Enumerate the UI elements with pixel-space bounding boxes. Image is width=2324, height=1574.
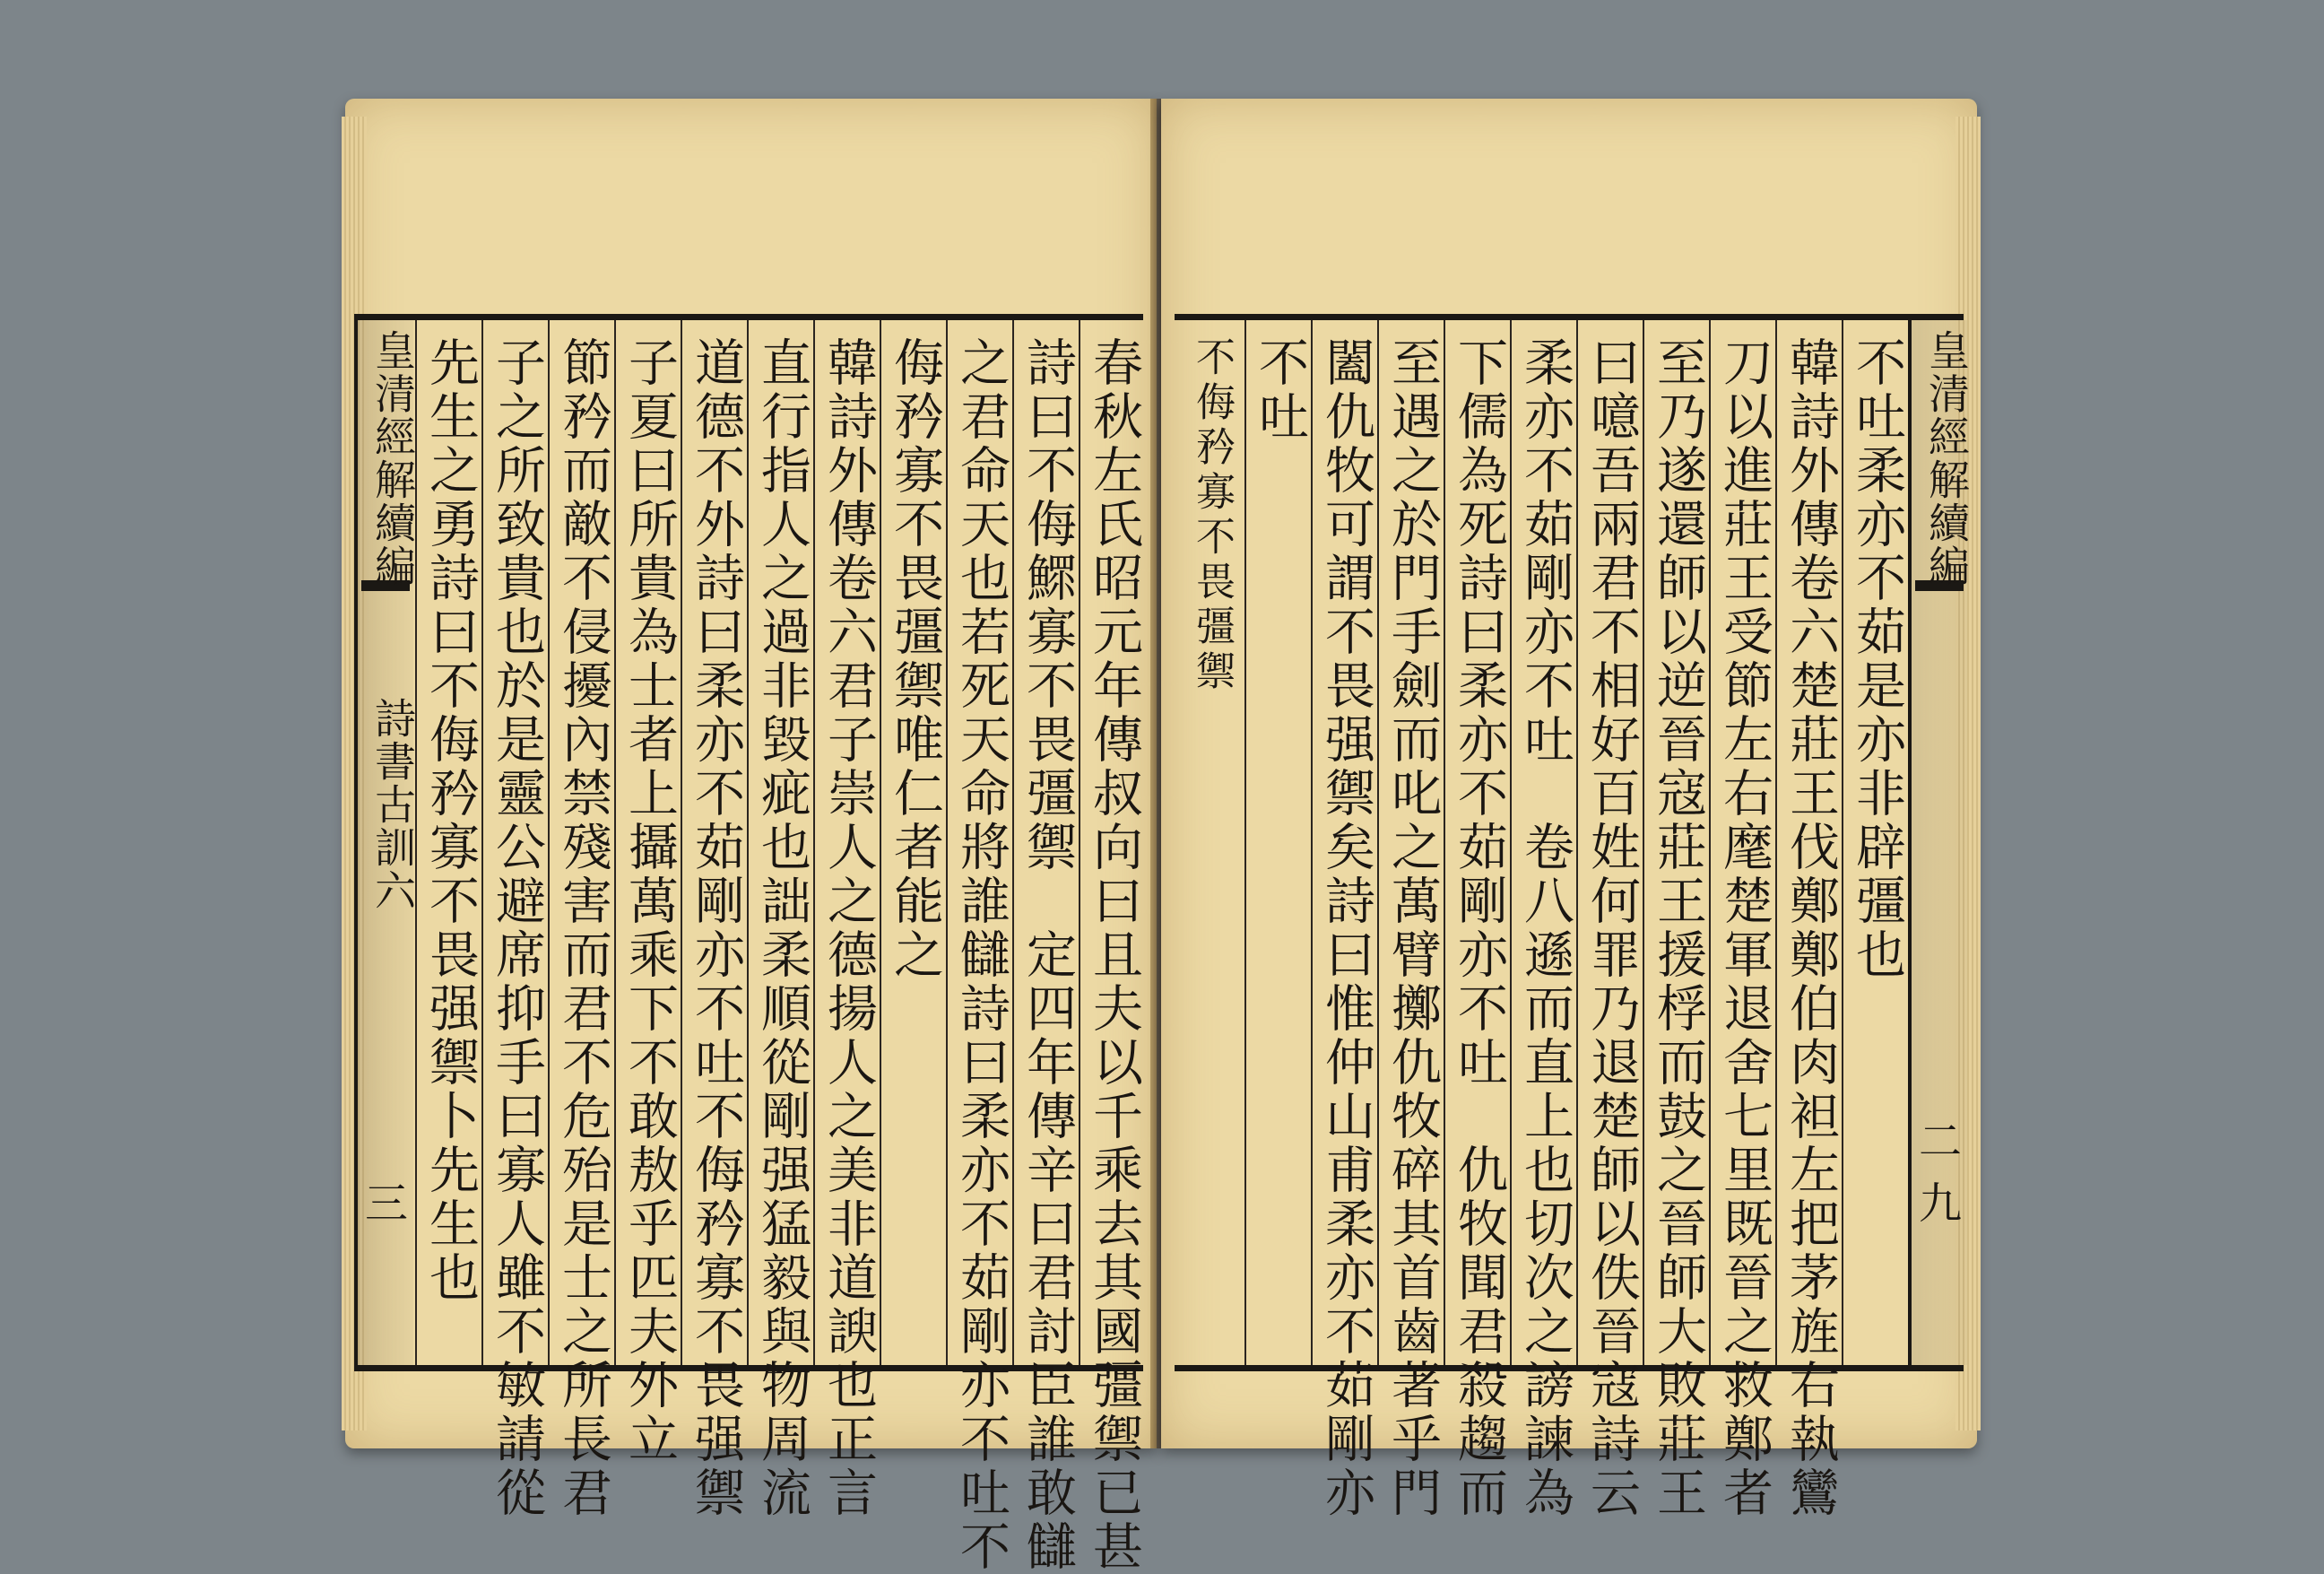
column-text: 下儒為死詩曰柔亦不茹剛亦不吐 仇牧聞君殺趨而: [1450, 336, 1508, 1520]
text-column: [880, 320, 944, 1365]
column-text: 闔仇牧可謂不畏强禦矣詩曰惟仲山甫柔亦不茹剛亦: [1317, 336, 1375, 1520]
text-column: [1576, 320, 1641, 1520]
column-text: 不吐: [1251, 336, 1309, 444]
running-title: 皇清經解續編: [369, 329, 417, 587]
section-title: 詩書古訓六: [369, 697, 417, 912]
text-column: [946, 320, 1010, 1574]
text-column: [1643, 320, 1707, 1520]
text-column: [813, 320, 878, 1520]
column-text: 直行指人之過非毀疵也詘柔順從剛强猛毅與物周流: [753, 336, 811, 1520]
text-column: [1444, 320, 1508, 1520]
column-text: 至遇之於門手劍而叱之萬臂擲仇牧碎其首齒著乎門: [1383, 336, 1442, 1520]
text-column: [1244, 320, 1309, 1365]
column-text: 韓詩外傳卷六君子崇人之德揚人之美非道諛也正言: [819, 336, 878, 1520]
text-column: [614, 320, 679, 1466]
text-column: [1842, 320, 1906, 1365]
center-strip: [1908, 320, 1971, 1365]
text-column: [415, 320, 480, 1365]
column-text: 刀以進莊王受節左右麾楚軍退舍七里既晉之救鄭者: [1715, 336, 1773, 1520]
folio-number: 二九: [1919, 1117, 1963, 1229]
text-column: [548, 320, 612, 1520]
left-text-frame: [354, 314, 1143, 1574]
right-page: [1161, 99, 1977, 1520]
text-column: [1709, 320, 1773, 1520]
text-column: [1178, 320, 1241, 1365]
column-text: 不侮矜寡不畏彊禦: [1189, 336, 1235, 695]
text-column: [1012, 320, 1077, 1574]
column-text: 曰噫吾兩君不相好百姓何罪乃退楚師以佚晉寇詩云: [1583, 336, 1641, 1520]
column-text: 春秋左氏昭元年傳叔向曰且夫以千乘去其國彊禦已甚: [1085, 336, 1143, 1574]
text-column: [1775, 320, 1840, 1520]
center-strip: [354, 320, 417, 1365]
text-column: [481, 320, 546, 1520]
text-column: [1079, 320, 1143, 1574]
text-column: [1510, 320, 1574, 1520]
folio-number: 三: [365, 1178, 409, 1229]
column-text: 不吐柔亦不茹是亦非辟彊也: [1848, 336, 1906, 982]
column-text: 之君命天也若死天命將誰讎詩曰柔亦不茹剛亦不吐不: [952, 336, 1010, 1574]
column-text: 至乃遂還師以逆晉寇莊王援桴而鼓之晉師大敗莊王: [1649, 336, 1707, 1520]
open-book: [345, 99, 1977, 1574]
column-text: 先生之勇詩曰不侮矜寡不畏强禦卜先生也: [421, 336, 480, 1305]
column-text: 詩曰不侮鰥寡不畏彊禦 定四年傳辛曰君討臣誰敢讎: [1019, 336, 1077, 1574]
column-text: 節矜而敵不侵擾內禁殘害而君不危殆是士之所長君: [554, 336, 612, 1520]
column-text: 子夏曰所貴為士者上攝萬乘下不敢敖乎匹夫外立: [620, 336, 679, 1466]
text-column: [1311, 320, 1375, 1520]
column-text: 韓詩外傳卷六楚莊王伐鄭鄭伯肉袒左把茅旌右執鸞: [1782, 336, 1840, 1520]
column-text: 道德不外詩曰柔亦不茹剛亦不吐不侮矜寡不畏强禦: [687, 336, 745, 1520]
left-page: [345, 99, 1157, 1574]
text-column: [1377, 320, 1442, 1520]
text-column: [681, 320, 745, 1520]
text-column: [747, 320, 811, 1520]
column-text: 子之所致貴也於是靈公避席抑手曰寡人雖不敏請從: [488, 336, 546, 1520]
column-text: 柔亦不茹剛亦不吐 卷八遜而直上也切次之謗諫為: [1516, 336, 1574, 1520]
running-title: 皇清經解續編: [1922, 329, 1971, 587]
right-text-frame: [1175, 314, 1971, 1520]
column-text: 侮矜寡不畏彊禦唯仁者能之: [886, 336, 944, 982]
